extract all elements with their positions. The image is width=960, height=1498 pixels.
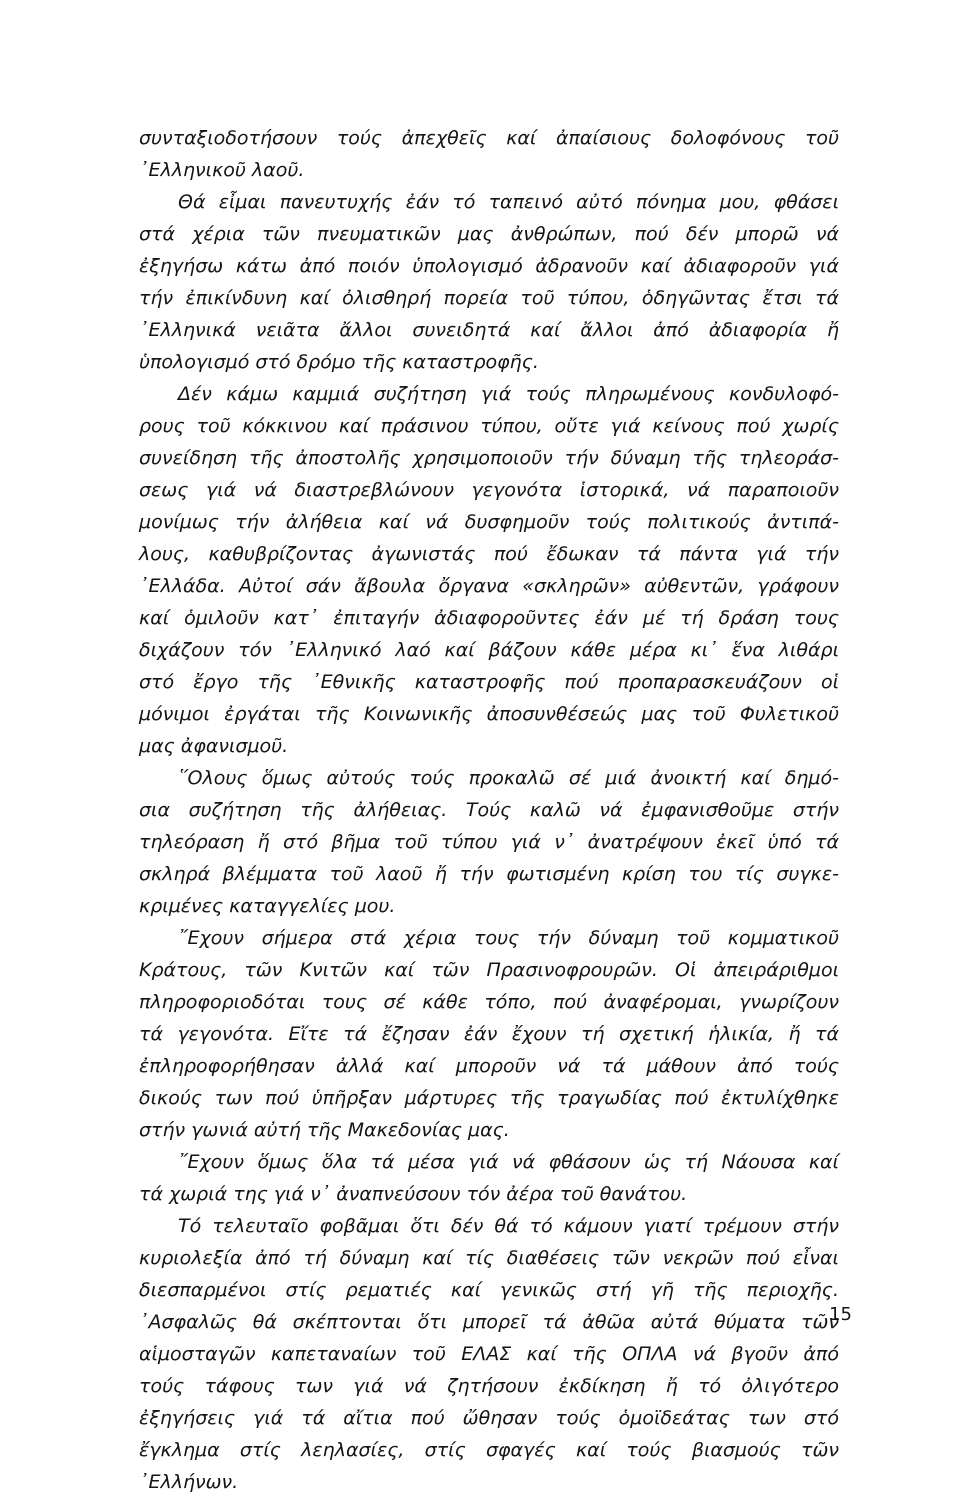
text-line: μόνιμοι ἐργάται τῆς Κοινωνικῆς ἀποσυνθέσεώς μας τοῦ Φυλετικοῦ	[139, 703, 839, 725]
text-line: ἐξηγήσεις γιά τά αἴτια πού ὤθησαν τούς ὁμοϊδεάτας των στό	[139, 1407, 839, 1429]
text-line: ἐξηγήσω κάτω ἀπό ποιόν ὑπολογισμό ἀδρανοῦν καί ἀδιαφοροῦν γιά	[139, 255, 839, 277]
text-line: Δέν κάμω καμμιά συζήτηση γιά τούς πληρωμένους κονδυλοφό-	[178, 383, 839, 405]
text-line: καί ὁμιλοῦν κατ᾿ ἐπιταγήν ἀδιαφοροῦντες ἐάν μέ τή δράση τους	[139, 607, 839, 629]
text-line: συνείδηση τῆς ἀποστολῆς χρησιμοποιοῦν τήν δύναμη τῆς τηλεοράσ-	[139, 447, 839, 469]
text-line: ἐπληροφορήθησαν ἀλλά καί μποροῦν νά τά μάθουν ἀπό τούς	[139, 1055, 839, 1077]
text-line: κυριολεξία ἀπό τή δύναμη καί τίς διαθέσεις τῶν νεκρῶν πού εἶναι	[139, 1247, 839, 1269]
text-line: πληροφοριοδόται τους σέ κάθε τόπο, πού ἀναφέρομαι, γνωρίζουν	[139, 991, 839, 1013]
text-line: διχάζουν τόν ᾿Ελληνικό λαό καί βάζουν κάθε μέρα κι᾿ ἕνα λιθάρι	[139, 639, 839, 661]
text-line: διεσπαρμένοι στίς ρεματιές καί γενικῶς στή γῆ τῆς περιοχῆς.	[139, 1279, 839, 1301]
text-line: μας ἀφανισμοῦ.	[139, 735, 289, 757]
text-line: σια συζήτηση τῆς ἀλήθειας. Τούς καλῶ νά ἐμφανισθοῦμε στήν	[139, 799, 839, 821]
text-line: σεως γιά νά διαστρεβλώνουν γεγονότα ἱστορικά, νά παραποιοῦν	[139, 479, 839, 501]
text-line: τά χωριά της γιά ν᾿ ἀναπνεύσουν τόν ἀέρα τοῦ θανάτου.	[139, 1183, 688, 1205]
text-line: τήν ἐπικίνδυνη καί ὀλισθηρή πορεία τοῦ τύπου, ὁδηγῶντας ἔτσι τά	[139, 287, 839, 309]
text-line: ᾿Ασφαλῶς θά σκέπτονται ὅτι μπορεῖ τά ἀθῶα αὐτά θύματα τῶν	[139, 1311, 839, 1333]
text-line: ῎Εχουν ὅμως ὅλα τά μέσα γιά νά φθάσουν ὡς τή Νάουσα καί	[178, 1151, 839, 1173]
text-line: σκληρά βλέμματα τοῦ λαοῦ ἤ τήν φωτισμένη κρίση του τίς συγκε-	[139, 863, 839, 885]
text-line: ἔγκλημα στίς λεηλασίες, στίς σφαγές καί τούς βιασμούς τῶν	[139, 1439, 839, 1461]
text-line: κριμένες καταγγελίες μου.	[139, 895, 396, 917]
text-line: ῎Εχουν σήμερα στά χέρια τους τήν δύναμη τοῦ κομματικοῦ	[178, 927, 839, 949]
text-line: τά γεγονότα. Εἴτε τά ἔζησαν ἐάν ἔχουν τή σχετική ἡλικία, ἤ τά	[139, 1023, 839, 1045]
text-line: ῞Ολους ὅμως αὐτούς τούς προκαλῶ σέ μιά ἀνοικτή καί δημό-	[178, 767, 839, 789]
text-line: ᾿Ελλήνων.	[139, 1471, 239, 1493]
text-line: Κράτους, τῶν Κνιτῶν καί τῶν Πρασινοφρουρῶν. Οἱ ἀπειράριθμοι	[139, 959, 839, 981]
text-line: δικούς των πού ὑπῆρξαν μάρτυρες τῆς τραγωδίας πού ἐκτυλίχθηκε	[139, 1087, 839, 1109]
text-line: Θά εἶμαι πανευτυχής ἐάν τό ταπεινό αὐτό πόνημα μου, φθάσει	[178, 191, 839, 213]
text-line: λους, καθυβρίζοντας ἀγωνιστάς πού ἔδωκαν τά πάντα γιά τήν	[139, 543, 839, 565]
text-line: στό ἔργο τῆς ᾿Εθνικῆς καταστροφῆς πού προπαρασκευάζουν οἱ	[139, 671, 839, 693]
text-line: στά χέρια τῶν πνευματικῶν μας ἀνθρώπων, πού δέν μπορῶ νά	[139, 223, 839, 245]
text-line: ᾿Ελλάδα. Αὐτοί σάν ἄβουλα ὄργανα «σκληρῶν» αὐθεντῶν, γράφουν	[139, 575, 839, 597]
text-line: τηλεόραση ἤ στό βῆμα τοῦ τύπου γιά ν᾿ ἀνατρέψουν ἐκεῖ ὑπό τά	[139, 831, 839, 853]
text-line: ᾿Ελληνικοῦ λαοῦ.	[139, 159, 305, 181]
text-line: μονίμως τήν ἀλήθεια καί νά δυσφημοῦν τούς πολιτικούς ἀντιπά-	[139, 511, 839, 533]
text-line: Τό τελευταῖο φοβᾶμαι ὅτι δέν θά τό κάμουν γιατί τρέμουν στήν	[178, 1215, 839, 1237]
text-line: ὑπολογισμό στό δρόμο τῆς καταστροφῆς.	[139, 351, 539, 373]
text-line: ᾿Ελληνικά νειᾶτα ἄλλοι συνειδητά καί ἄλλοι ἀπό ἀδιαφορία ἤ	[139, 319, 839, 341]
text-line: ρους τοῦ κόκκινου καί πράσινου τύπου, οὔτε γιά κείνους πού χωρίς	[139, 415, 839, 437]
text-line: τούς τάφους των γιά νά ζητήσουν ἐκδίκηση ἤ τό ὀλιγότερο	[139, 1375, 839, 1397]
page-number: 15	[829, 1304, 852, 1325]
text-line: συνταξιοδοτήσουν τούς ἀπεχθεῖς καί ἀπαίσιους δολοφόνους τοῦ	[139, 127, 839, 149]
text-line: στήν γωνιά αὐτή τῆς Μακεδονίας μας.	[139, 1119, 510, 1141]
text-line: αἱμοσταγῶν καπεταναίων τοῦ ΕΛΑΣ καί τῆς ΟΠΛΑ νά βγοῦν ἀπό	[139, 1343, 839, 1365]
